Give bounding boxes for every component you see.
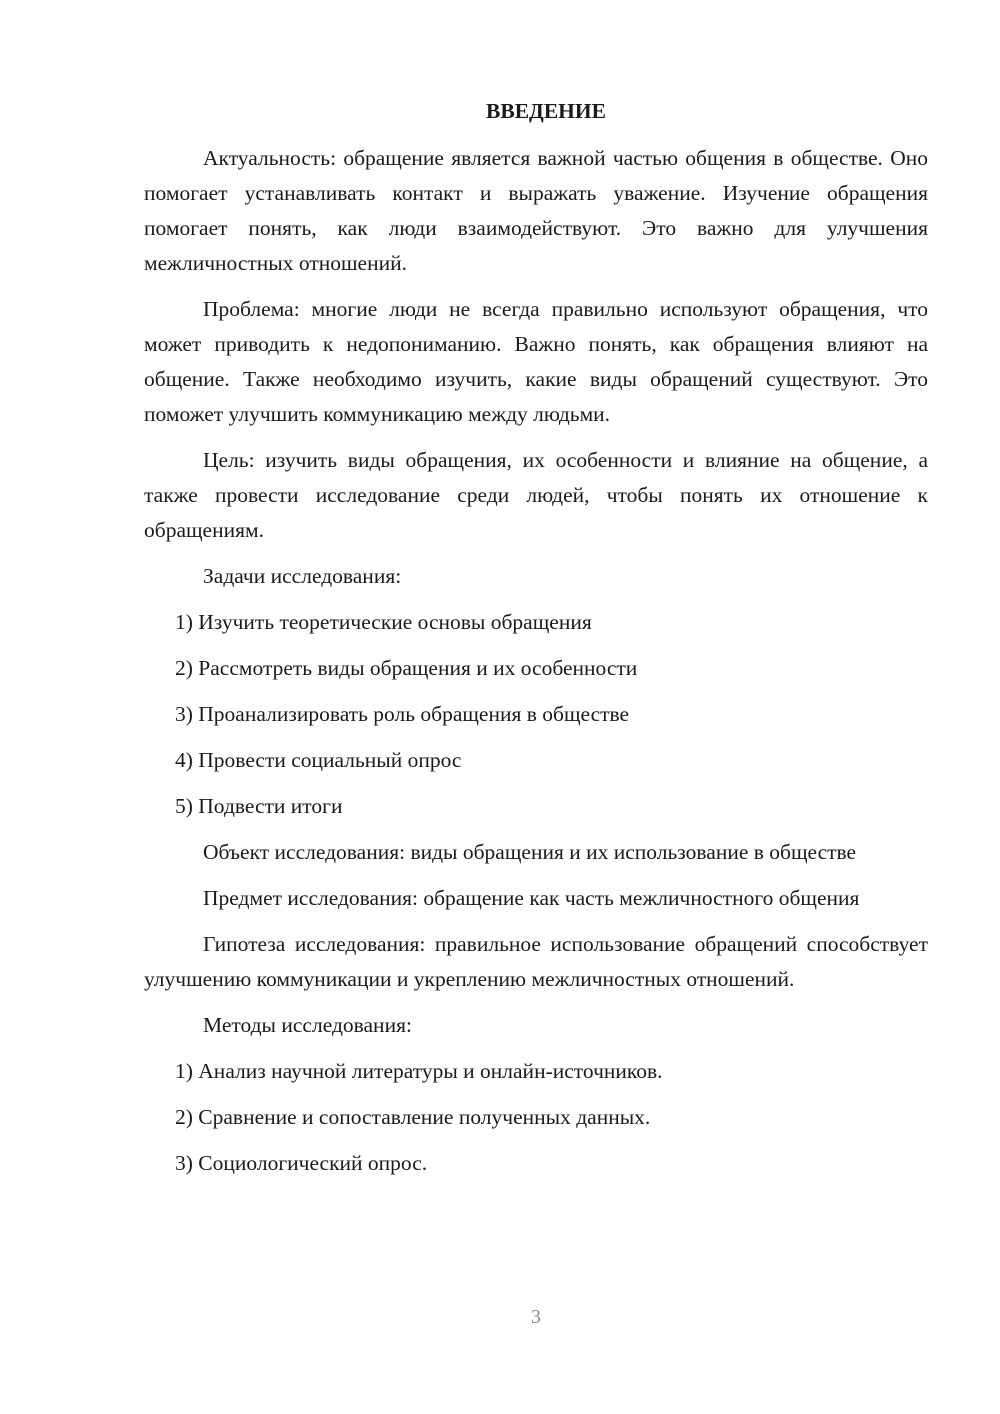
methods-heading: Методы исследования:	[203, 1013, 412, 1037]
task-item: 5) Подвести итоги	[175, 794, 343, 818]
tasks-heading: Задачи исследования:	[203, 564, 402, 588]
subject-paragraph: Предмет исследования: обращение как часть межличностного общения	[203, 886, 860, 910]
method-item: 1) Анализ научной литературы и онлайн-источников.	[175, 1059, 663, 1083]
section-title: ВВЕДЕНИЕ	[486, 99, 606, 123]
page-number: 3	[531, 1306, 541, 1328]
task-item: 2) Рассмотреть виды обращения и их особенности	[175, 656, 638, 680]
method-item: 2) Сравнение и сопоставление полученных данных.	[175, 1105, 651, 1129]
task-item: 1) Изучить теоретические основы обращения	[175, 610, 592, 634]
relevance-paragraph: Актуальность: обращение является важной частью общения в обществе. Оно помогает устанавливать контакт и выражать уважение. Изучение обращения помогает понять, как люди взаимодействуют. Это важно для улучшения межличностных отношений.	[144, 146, 928, 275]
tasks-list	[144, 605, 928, 824]
task-item: 3) Проанализировать роль обращения в обществе	[175, 702, 630, 726]
problem-paragraph: Проблема: многие люди не всегда правильно используют обращения, что может приводить к недопониманию. Важно понять, как обращения влияют на общение. Также необходимо изучить, какие виды обращений существуют. Это поможет улучшить коммуникацию между людьми.	[144, 297, 928, 426]
method-item: 3) Социологический опрос.	[175, 1151, 428, 1175]
goal-paragraph: Цель: изучить виды обращения, их особенности и влияние на общение, а также провести исследование среди людей, чтобы понять их отношение к обращениям.	[144, 448, 928, 542]
task-item: 4) Провести социальный опрос	[175, 748, 462, 772]
hypothesis-paragraph: Гипотеза исследования: правильное использование обращений способствует улучшению коммуникации и укреплению межличностных отношений.	[144, 932, 928, 991]
methods-list	[144, 1054, 928, 1181]
document-page	[144, 94, 928, 1192]
object-paragraph: Объект исследования: виды обращения и их использование в обществе	[203, 840, 857, 864]
